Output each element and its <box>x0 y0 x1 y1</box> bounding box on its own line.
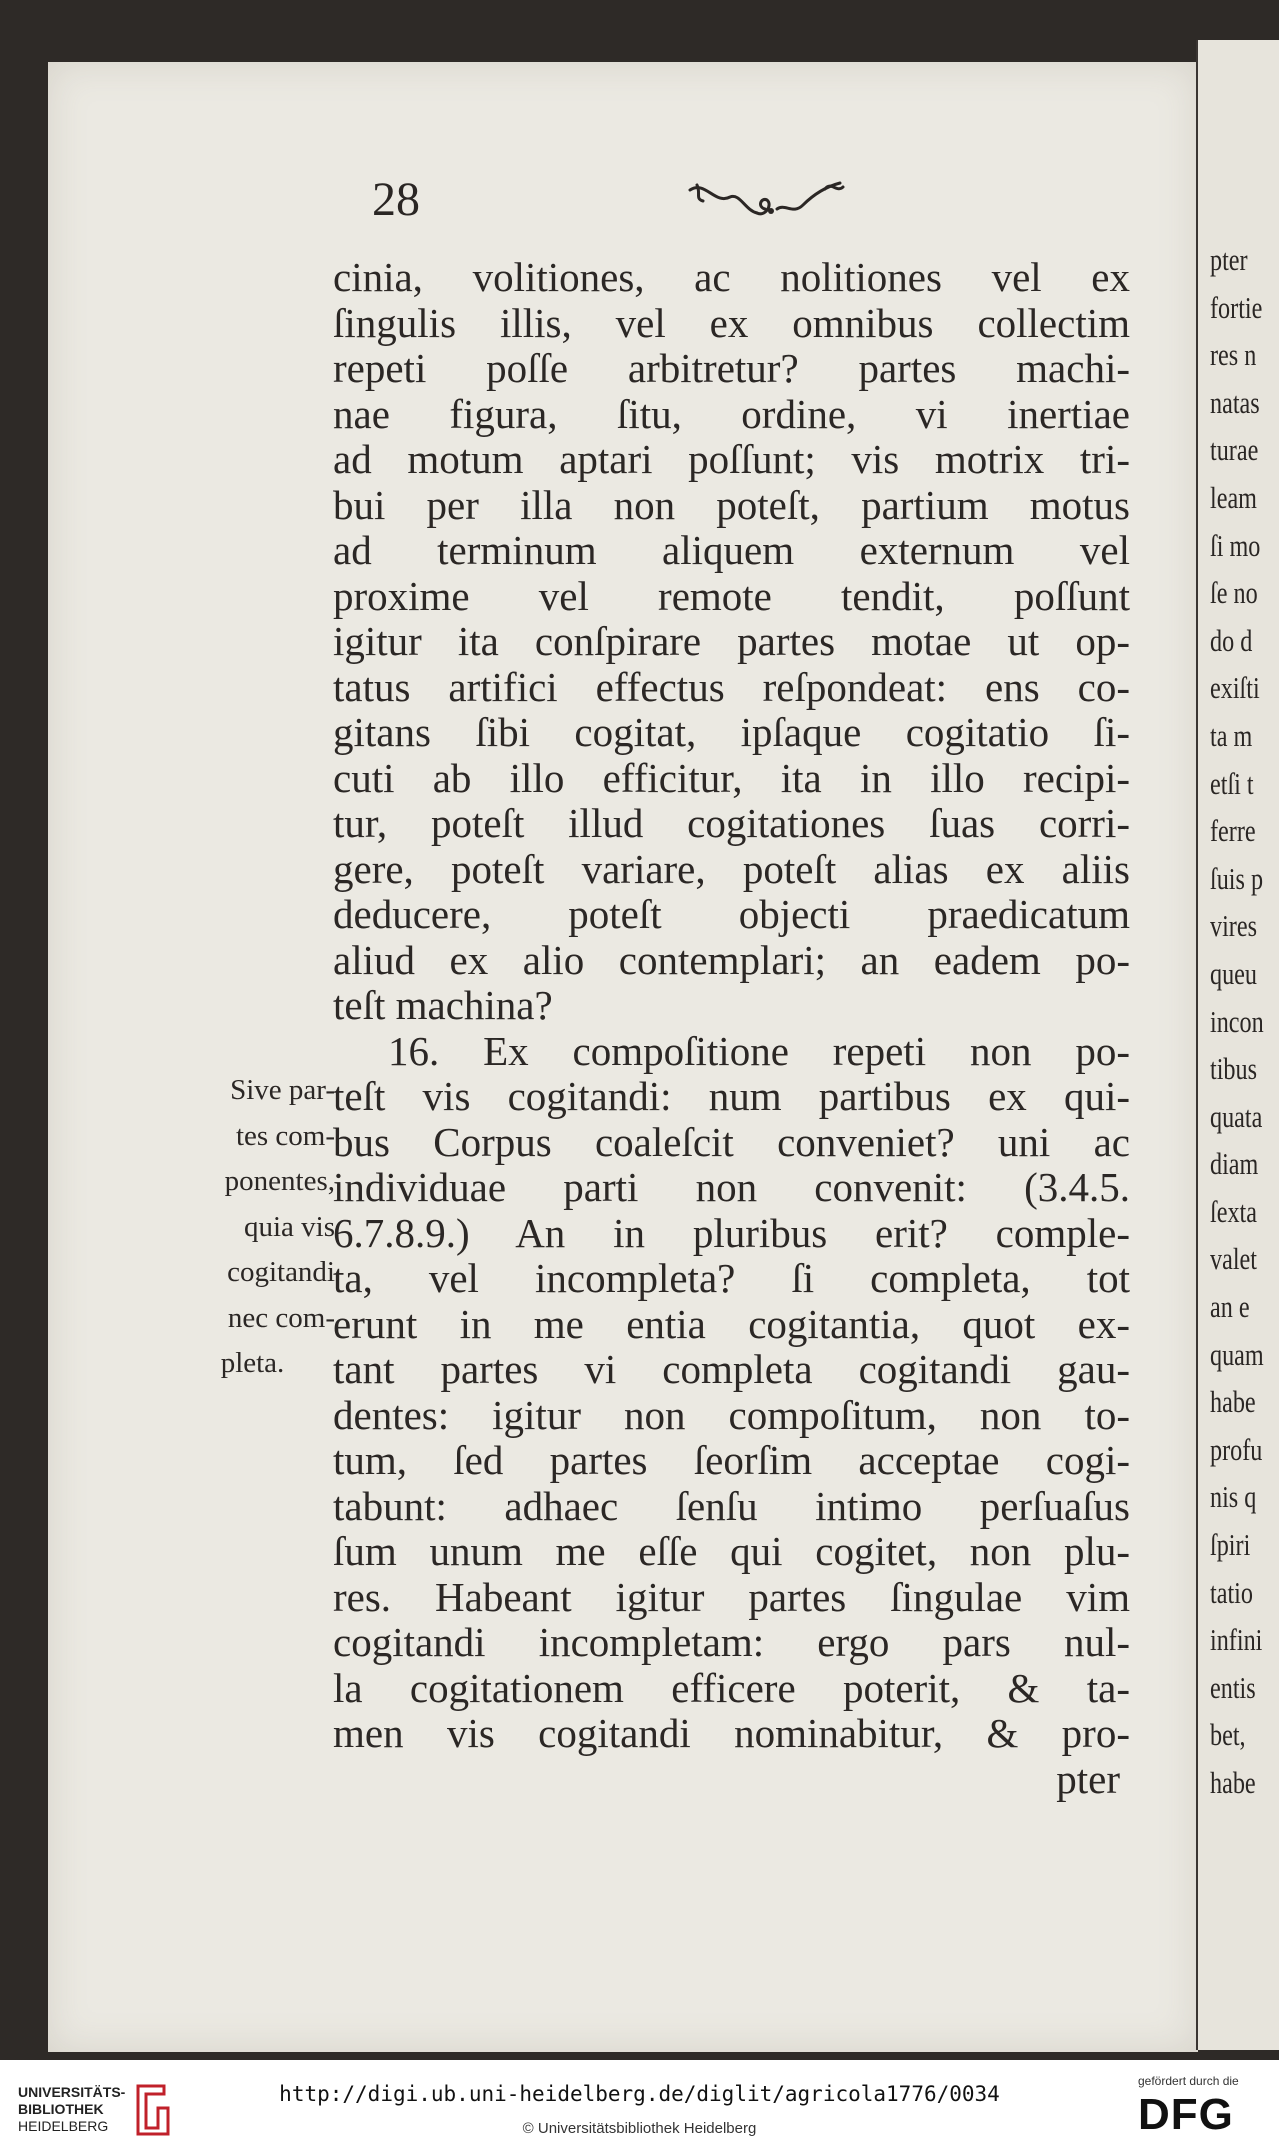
text-line: res. Habeant igitur partes ſingulae vim <box>333 1573 1130 1620</box>
body-text <box>333 255 1130 1802</box>
text-line: men vis cogitandi nominabitur, & pro- <box>333 1710 1130 1756</box>
text-line: ſum unum me eſſe qui cogitet, non plu- <box>333 1528 1130 1574</box>
facing-page-line: profu <box>1210 1431 1263 1467</box>
facing-page-line: pter <box>1210 242 1248 277</box>
viewer-footer <box>0 2060 1279 2151</box>
facing-page-line: tibus <box>1210 1051 1258 1087</box>
facing-page-line: tatio <box>1210 1574 1253 1610</box>
facing-page-line: ferre <box>1210 813 1256 849</box>
facing-page-line: habe <box>1210 1384 1256 1420</box>
facing-page-line: ſexta <box>1210 1193 1257 1229</box>
margin-note-line: tes com- <box>235 1119 335 1152</box>
text-line: 6.7.8.9.) An in pluribus erit? comple- <box>333 1209 1130 1256</box>
facing-page-line: quam <box>1210 1336 1264 1372</box>
facing-page-line: ta m <box>1210 717 1253 753</box>
margin-note-line: pleta. <box>220 1347 285 1379</box>
text-line: bus Corpus coaleſcit conveniet? uni ac <box>333 1118 1130 1165</box>
facing-page-line: res n <box>1210 337 1257 373</box>
text-line: ad terminum aliquem externum vel <box>333 527 1130 573</box>
text-line: ad motum aptari poſſunt; vis motrix tri- <box>333 436 1130 482</box>
text-line: proxime vel remote tendit, poſſunt <box>333 572 1130 619</box>
text-line: cuti ab illo efficitur, ita in illo recipi- <box>333 754 1130 801</box>
facing-page-line: fortie <box>1210 289 1263 325</box>
facing-page-line: infini <box>1210 1622 1263 1658</box>
facing-page-line: quata <box>1210 1098 1263 1134</box>
facing-page-text <box>1210 236 1279 1807</box>
facing-page-line: nis q <box>1210 1479 1257 1515</box>
margin-note-line: cogitandi <box>227 1256 335 1288</box>
text-line: pter <box>1056 1755 1120 1802</box>
text-line: deducere, poteſt objecti praedicatum <box>333 891 1130 937</box>
text-line: tur, poteſt illud cogitationes ſuas corri- <box>333 800 1130 846</box>
ornament-icon <box>685 175 850 225</box>
facing-page-line: bet, <box>1210 1717 1246 1753</box>
library-line-2: BIBLIOTHEK <box>18 2101 104 2117</box>
facing-page-line: natas <box>1210 384 1260 420</box>
text-line: 16. Ex compoſitione repeti non po- <box>388 1027 1130 1074</box>
text-line: erunt in me entia cogitantia, quot ex- <box>333 1300 1130 1347</box>
text-line: gere, poteſt variare, poteſt alias ex aliis <box>333 845 1130 892</box>
text-line: tatus artifici effectus reſpondeat: ens co- <box>333 663 1130 710</box>
facing-page-line: vires <box>1210 908 1258 944</box>
facing-page-line: ſpiri <box>1210 1527 1251 1563</box>
permalink-url[interactable]: http://digi.ub.uni-heidelberg.de/diglit/agricola1776/0034 <box>279 2082 1000 2106</box>
text-line: teſt vis cogitandi: num partibus ex qui- <box>333 1073 1130 1119</box>
facing-page-line: ſe no <box>1210 575 1258 611</box>
facing-page-edge <box>1196 40 1279 2050</box>
text-line: tabunt: adhaec ſenſu intimo perſuaſus <box>333 1482 1130 1529</box>
margin-note-line: ponentes, <box>224 1165 335 1197</box>
facing-page-line: etſi t <box>1210 765 1254 801</box>
copyright-text: © Universitätsbibliothek Heidelberg <box>522 2120 757 2137</box>
text-line: tant partes vi completa cogitandi gau- <box>333 1346 1130 1392</box>
library-line-3: HEIDELBERG <box>18 2118 109 2134</box>
funded-by-text: gefördert durch die <box>1138 2074 1239 2088</box>
text-line: teſt machina? <box>333 982 553 1028</box>
facing-page-line: habe <box>1210 1765 1256 1800</box>
text-line: aliud ex alio contemplari; an eadem po- <box>333 936 1130 983</box>
margin-note-line: nec com- <box>227 1301 335 1334</box>
facing-page-line: valet <box>1210 1241 1257 1277</box>
margin-note <box>170 1068 335 1387</box>
text-line: tum, ſed partes ſeorſim acceptae cogi- <box>333 1437 1130 1483</box>
facing-page-line: turae <box>1210 432 1259 468</box>
text-line: gitans ſibi cogitat, ipſaque cogitatio ſi- <box>333 709 1130 755</box>
text-line: igitur ita conſpirare partes motae ut op- <box>333 618 1130 664</box>
margin-note-line: quia vis <box>243 1210 335 1243</box>
dfg-logo: DFG <box>1138 2090 1234 2139</box>
text-line: individuae parti non convenit: (3.4.5. <box>333 1164 1130 1210</box>
text-line: ſingulis illis, vel ex omnibus collectim <box>333 299 1130 346</box>
facing-page-line: queu <box>1210 955 1258 991</box>
facing-page-line: ſi mo <box>1210 527 1261 563</box>
facing-page-line: incon <box>1210 1003 1264 1039</box>
library-line-1: UNIVERSITÄTS- <box>18 2084 126 2100</box>
facing-page-line: an e <box>1210 1289 1250 1325</box>
text-line: bui per illa non poteſt, partium motus <box>333 481 1130 528</box>
facing-page-line: diam <box>1210 1146 1259 1182</box>
margin-note-line: Sive par- <box>230 1074 335 1106</box>
facing-page-line: do d <box>1210 622 1253 658</box>
text-line: cogitandi incompletam: ergo pars nul- <box>333 1619 1130 1665</box>
facing-page-line: leam <box>1210 479 1257 515</box>
text-line: cinia, volitiones, ac nolitiones vel ex <box>333 254 1130 300</box>
facing-page-line: entis <box>1210 1669 1256 1705</box>
page-number: 28 <box>372 173 420 226</box>
text-line: repeti poſſe arbitretur? partes machi- <box>333 345 1130 391</box>
text-line: ta, vel incompleta? ſi completa, tot <box>333 1255 1130 1301</box>
facing-page-line: exiſti <box>1210 670 1260 706</box>
text-line: dentes: igitur non compoſitum, non to- <box>333 1391 1130 1438</box>
text-line: la cogitationem efficere poterit, & ta- <box>333 1664 1130 1711</box>
text-line: nae figura, ſitu, ordine, vi inertiae <box>333 390 1130 437</box>
facing-page-line: ſuis p <box>1210 860 1264 896</box>
